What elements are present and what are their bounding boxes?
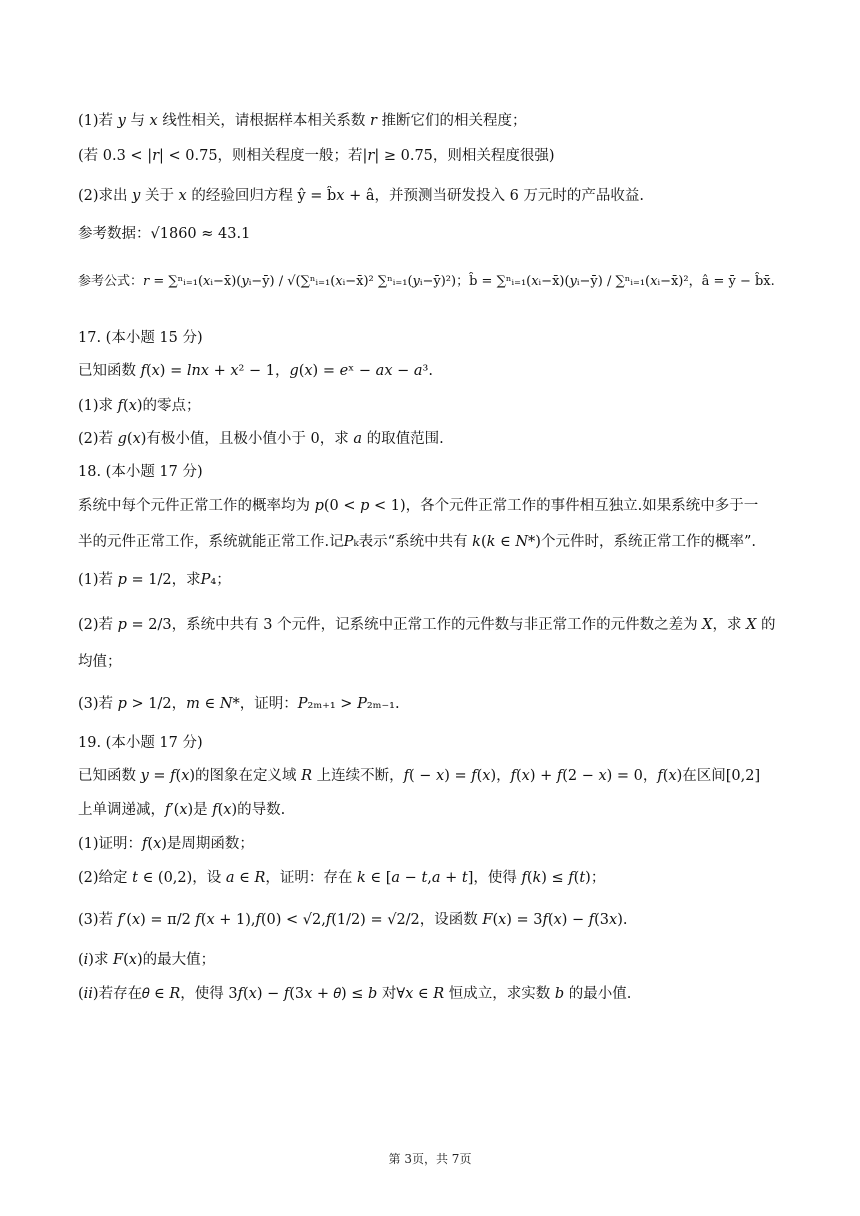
q19-part3-ii: (𝑖𝑖)若存在𝜃 ∈ 𝑅，使得 3𝑓(𝑥) − 𝑓(3𝑥 + 𝜃) ≤ 𝑏 对∀𝑥 ∈ 𝑅 恒成立，求实数 𝑏 的最小值. bbox=[78, 986, 632, 1002]
q19-heading: 19. (本小题 17 分) bbox=[78, 735, 203, 751]
q18-part2-line2: 均值； bbox=[78, 654, 122, 670]
q19-part1: (1)证明：𝑓(𝑥)是周期函数； bbox=[78, 836, 254, 852]
q19-part2: (2)给定 𝑡 ∈ (0,2)，设 𝑎 ∈ 𝑅，证明：存在 𝑘 ∈ [𝑎 − 𝑡,𝑎 + 𝑡]，使得 𝑓(𝑘) ≤ 𝑓(𝑡)； bbox=[78, 870, 606, 886]
reference-data: 参考数据：√1860 ≈ 43.1 bbox=[78, 226, 251, 242]
q19-part3-i: (𝑖)求 𝐹(𝑥)的最大值； bbox=[78, 952, 216, 968]
reference-formula: 参考公式：𝑟 = ∑ⁿᵢ₌₁(𝑥ᵢ−x̄)(𝑦ᵢ−ȳ) / √(∑ⁿᵢ₌₁(𝑥ᵢ−x̄)² ∑ⁿᵢ₌₁(𝑦ᵢ−ȳ)²)；b̂ = ∑ⁿᵢ₌₁(𝑥ᵢ−x̄)(𝑦ᵢ−ȳ) / ∑ⁿᵢ₌₁(𝑥ᵢ−x̄)²，â = ȳ − b̂x̄. bbox=[78, 274, 775, 289]
q18-stem-line1: 系统中每个元件正常工作的概率均为 𝑝(0 < 𝑝 < 1)，各个元件正常工作的事件相互独立.如果系统中多于一 bbox=[78, 498, 759, 514]
q18-part1: (1)若 𝑝 = 1/2，求𝑃₄； bbox=[78, 572, 231, 588]
q17-heading: 17. (本小题 15 分) bbox=[78, 330, 203, 346]
q16-part1: (1)若 𝑦 与 𝑥 线性相关，请根据样本相关系数 𝑟 推断它们的相关程度； bbox=[78, 113, 527, 129]
q16-part2: (2)求出 𝑦 关于 𝑥 的经验回归方程 ŷ = b̂𝑥 + â，并预测当研发投入 6 万元时的产品收益. bbox=[78, 188, 645, 204]
q18-part3: (3)若 𝑝 > 1/2，𝑚 ∈ 𝑁*，证明：𝑃₂ₘ₊₁ > 𝑃₂ₘ₋₁. bbox=[78, 696, 400, 712]
q19-stem-line1: 已知函数 𝑦 = 𝑓(𝑥)的图象在定义域 𝑅 上连续不断，𝑓( − 𝑥) = 𝑓(𝑥)，𝑓(𝑥) + 𝑓(2 − 𝑥) = 0，𝑓(𝑥)在区间[0,2] bbox=[78, 768, 761, 784]
q19-stem-line2: 上单调递减，𝑓′(𝑥)是 𝑓(𝑥)的导数. bbox=[78, 802, 286, 818]
q17-part1: (1)求 𝑓(𝑥)的零点； bbox=[78, 398, 201, 414]
q17-part2: (2)若 𝑔(𝑥)有极小值，且极小值小于 0，求 𝑎 的取值范围. bbox=[78, 431, 444, 447]
q18-stem-line2: 半的元件正常工作，系统就能正常工作.记𝑃ₖ表示“系统中共有 𝑘(𝑘 ∈ 𝑁*)个元件时，系统正常工作的概率”. bbox=[78, 534, 756, 550]
q18-heading: 18. (本小题 17 分) bbox=[78, 464, 203, 480]
q18-part2-line1: (2)若 𝑝 = 2/3，系统中共有 3 个元件，记系统中正常工作的元件数与非正常工作的元件数之差为 𝑋，求 𝑋 的 bbox=[78, 617, 776, 633]
q19-part3: (3)若 𝑓′(𝑥) = π/2 𝑓(𝑥 + 1),𝑓(0) < √2,𝑓(1/2) = √2/2，设函数 𝐹(𝑥) = 3𝑓(𝑥) − 𝑓(3𝑥). bbox=[78, 912, 628, 928]
q16-note: (若 0.3 < |𝑟| < 0.75，则相关程度一般；若|𝑟| ≥ 0.75，则相关程度很强) bbox=[78, 148, 555, 164]
page-footer: 第 3页，共 7页 bbox=[388, 1152, 472, 1166]
q17-stem: 已知函数 𝑓(𝑥) = 𝑙𝑛𝑥 + 𝑥² − 1，𝑔(𝑥) = 𝑒ˣ − 𝑎𝑥 − 𝑎³. bbox=[78, 363, 433, 379]
